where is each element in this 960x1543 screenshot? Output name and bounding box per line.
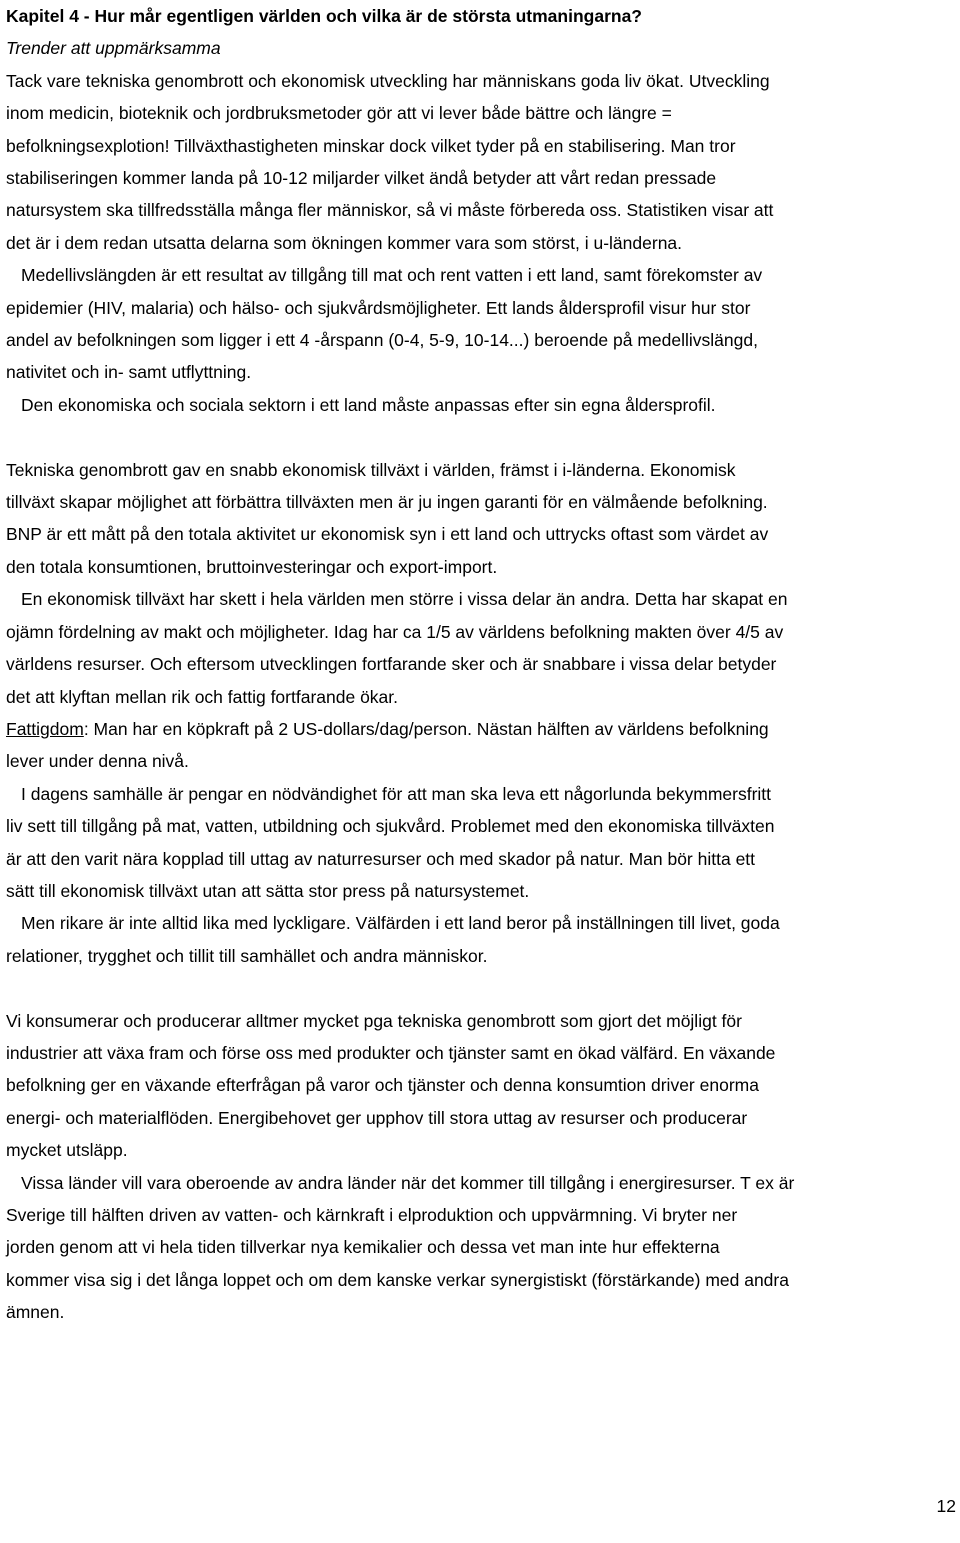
text-line: är att den varit nära kopplad till uttag av naturresurser och med skador på natur. Man bör hitta ett — [6, 848, 756, 869]
text-line: jorden genom att vi hela tiden tillverkar nya kemikalier och dessa vet man inte hur effekterna — [6, 1237, 720, 1258]
text-line: inom medicin, bioteknik och jordbruksmetoder gör att vi lever både bättre och längre = — [6, 103, 672, 124]
text-line: stabiliseringen kommer landa på 10-12 miljarder vilket ändå betyder att vårt redan pressade — [6, 168, 717, 189]
text-line: världens resurser. Och eftersom utvecklingen fortfarande sker och är snabbare i vissa delar betyder — [6, 654, 777, 675]
text-line: ämnen. — [6, 1302, 65, 1323]
text-line: energi- och materialflöden. Energibehovet ger upphov till stora uttag av resurser och producerar — [6, 1107, 748, 1128]
text-line: epidemier (HIV, malaria) och hälso- och sjukvårdsmöjligheter. Ett lands åldersprofil visur hur stor — [6, 297, 751, 318]
text-line: befolkningsexplotion! Tillväxthastigheten minskar dock vilket tyder på en stabilisering. Man tror — [6, 135, 736, 156]
text-line: Medellivslängden är ett resultat av tillgång till mat och rent vatten i ett land, samt förekomster av — [21, 265, 763, 286]
text-line: andel av befolkningen som ligger i ett 4 -årspann (0-4, 5-9, 10-14...) beroende på medellivslängd, — [6, 330, 758, 351]
text-line: relationer, trygghet och tillit till samhället och andra människor. — [6, 945, 488, 966]
text-line: sätt till ekonomisk tillväxt utan att sätta stor press på natursystemet. — [6, 880, 530, 901]
text-line: det är i dem redan utsatta delarna som ökningen kommer vara som störst, i u-länderna. — [6, 232, 683, 253]
text-line: Sverige till hälften driven av vatten- och kärnkraft i elproduktion och uppvärmning. Vi bryter ner — [6, 1205, 738, 1225]
text-line: mycket utsläpp. — [6, 1140, 128, 1161]
text-line: Tack vare tekniska genombrott och ekonomisk utveckling har människans goda liv ökat. Utveckling — [6, 70, 770, 91]
section-subheading: Trender att uppmärksamma — [6, 38, 221, 59]
text-line: ojämn fördelning av makt och möjligheter. Idag har ca 1/5 av världens befolkning makten över 4/5 av — [6, 621, 784, 642]
text-line: tillväxt skapar möjlighet att förbättra tillväxten men är ju ingen garanti för en välmående befolkning. — [6, 492, 768, 513]
text-line: kommer visa sig i det långa loppet och om dem kanske verkar synergistiskt (förstärkande) med andra — [6, 1269, 789, 1290]
text-line: Men rikare är inte alltid lika med lyckligare. Välfärden i ett land beror på inställningen till livet, goda — [21, 913, 780, 934]
text-line: I dagens samhälle är pengar en nödvändighet för att man ska leva ett någorlunda bekymmersfritt — [21, 783, 772, 804]
text-line: den totala konsumtionen, bruttoinvesteringar och export-import. — [6, 556, 498, 577]
paragraph-gap — [6, 421, 958, 453]
text-line: Vissa länder vill vara oberoende av andra länder när det kommer till tillgång i energiresurser. T ex är — [21, 1172, 795, 1193]
page-number: 12 — [936, 1496, 956, 1516]
definition-term: Fattigdom — [6, 718, 84, 739]
definition-text: : Man har en köpkraft på 2 US-dollars/dag/person. Nästan hälften av världens befolkning — [83, 718, 769, 739]
text-line: Vi konsumerar och producerar alltmer mycket pga tekniska genombrott som gjort det möjligt för — [6, 1010, 742, 1031]
text-line: befolkning ger en växande efterfrågan på varor och tjänster och denna konsumtion driver enorma — [6, 1075, 759, 1096]
document-page — [6, 0, 958, 1329]
text-line: En ekonomisk tillväxt har skett i hela världen men större i vissa delar än andra. Detta har skapat en — [21, 589, 788, 610]
text-line: Tekniska genombrott gav en snabb ekonomisk tillväxt i världen, främst i i-länderna. Ekonomisk — [6, 459, 736, 480]
text-line: lever under denna nivå. — [6, 751, 189, 772]
text-line: Den ekonomiska och sociala sektorn i ett land måste anpassas efter sin egna åldersprofil. — [21, 394, 716, 415]
paragraph-gap — [6, 972, 958, 1004]
text-line: det att klyftan mellan rik och fattig fortfarande ökar. — [6, 686, 399, 707]
text-line: industrier att växa fram och förse oss med produkter och tjänster samt en ökad välfärd. En växande — [6, 1042, 776, 1063]
chapter-title: Kapitel 4 - Hur mår egentligen världen och vilka är de största utmaningarna? — [6, 6, 642, 26]
text-line: liv sett till tillgång på mat, vatten, utbildning och sjukvård. Problemet med den ekonomiska tillväxten — [6, 816, 775, 837]
text-line: nativitet och in- samt utflyttning. — [6, 362, 252, 383]
definition-line — [6, 713, 958, 745]
text-line: natursystem ska tillfredsställa många fler människor, så vi måste förbereda oss. Statistiken visar att — [6, 200, 774, 221]
text-line: BNP är ett mått på den totala aktivitet ur ekonomisk syn i ett land och uttrycks oftast som värdet av — [6, 524, 769, 545]
